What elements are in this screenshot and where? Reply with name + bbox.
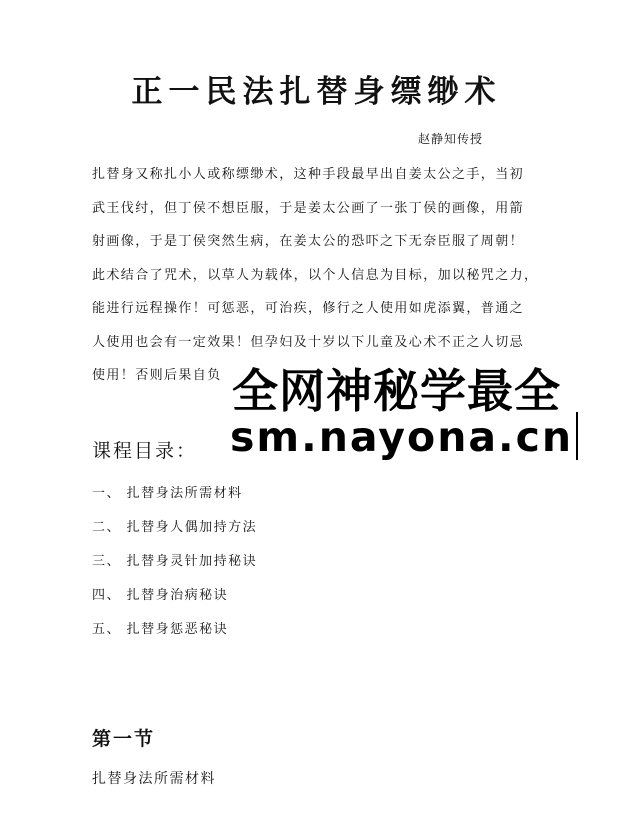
intro-line: 人使用也会有一定效果！但孕妇及十岁以下儿童及心术不正之人切忌 — [92, 334, 525, 350]
text-cursor — [576, 412, 578, 460]
watermark-url: sm.nayona.cn — [230, 413, 574, 461]
intro-line: 能进行远程操作！可惩恶，可治疾，修行之人使用如虎添翼，普通之 — [92, 301, 525, 316]
intro-line: 此术结合了咒术，以草人为载体，以个人信息为目标，加以秘咒之力， — [92, 267, 539, 283]
watermark-overlay — [226, 355, 632, 463]
intro-line: 扎替身又称扎小人或称缥缈术，这种手段最早出自姜太公之手，当初 — [92, 167, 525, 182]
toc-item: 四、 扎替身治病秘诀 — [92, 588, 229, 603]
intro-line: 武王伐纣，但丁侯不想臣服，于是姜太公画了一张丁侯的画像，用箭 — [92, 200, 525, 216]
intro-line: 射画像，于是丁侯突然生病，在姜太公的恐吓之下无奈臣服了周朝！ — [92, 234, 525, 249]
section-subtitle: 扎替身法所需材料 — [92, 771, 216, 787]
toc-item: 五、 扎替身惩恶秘诀 — [92, 622, 229, 637]
section-heading: 第一节 — [92, 728, 156, 750]
toc-item: 三、 扎替身灵针加持秘诀 — [92, 554, 258, 569]
table-of-contents — [92, 478, 257, 648]
watermark-text: 全网神秘学最全 — [232, 364, 561, 418]
author-line: 赵静知传授 — [418, 132, 484, 146]
intro-line: 使用！否则后果自负 — [92, 368, 222, 383]
toc-heading: 课程目录： — [92, 440, 198, 462]
document-title: 正一民法扎替身缥缈术 — [131, 74, 502, 110]
toc-item: 二、 扎替身人偶加持方法 — [92, 520, 258, 535]
toc-item: 一、 扎替身法所需材料 — [92, 486, 243, 501]
